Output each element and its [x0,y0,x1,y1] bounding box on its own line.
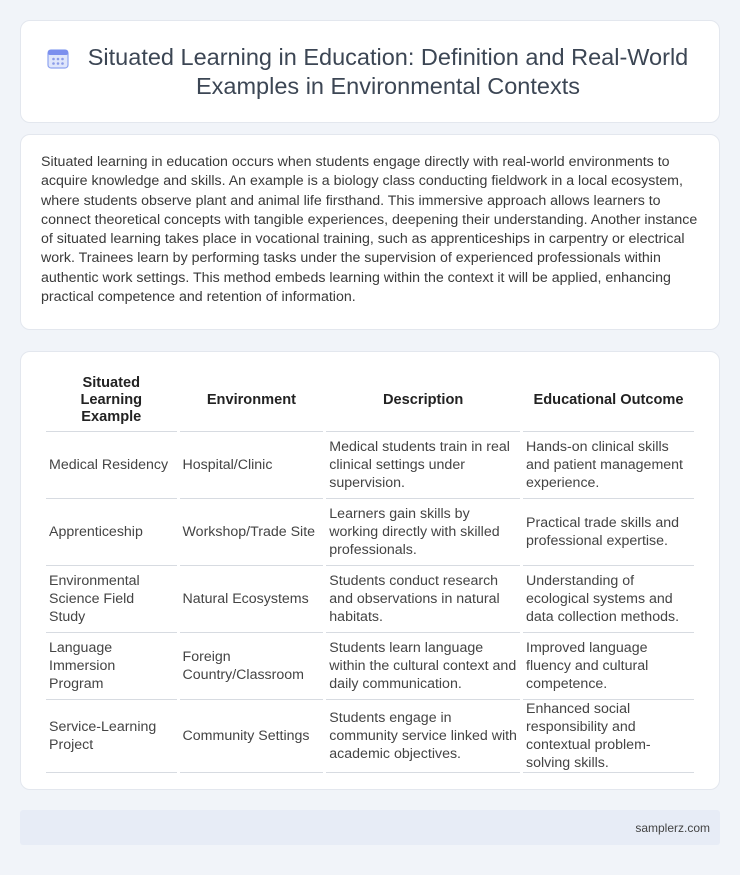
cell-description: Medical students train in real clinical settings under supervision. [326,432,520,499]
page-title: Situated Learning in Education: Definition and Real-World Examples in Environmental Contexts [87,43,689,99]
cell-description: Students engage in community service linked with academic objectives. [326,700,520,773]
title-card [20,20,720,123]
footer [20,810,720,845]
calendar-icon [45,45,71,71]
cell-outcome: Understanding of ecological systems and data collection methods. [523,566,694,633]
cell-description: Students learn language within the cultural context and daily communication. [326,633,520,700]
cell-environment: Natural Ecosystems [180,566,324,633]
column-header-description: Description [326,370,520,432]
cell-outcome: Hands-on clinical skills and patient management experience. [523,432,694,499]
cell-environment: Foreign Country/Classroom [180,633,324,700]
cell-example: Service-Learning Project [46,700,177,773]
table-row [46,700,694,773]
table-row [46,566,694,633]
table-row [46,633,694,700]
column-header-example: Situated Learning Example [46,370,177,432]
cell-description: Learners gain skills by working directly with skilled professionals. [326,499,520,566]
cell-example: Medical Residency [46,432,177,499]
cell-outcome: Enhanced social responsibility and contextual problem-solving skills. [523,700,694,773]
footer-site-link[interactable]: samplerz.com [635,820,710,835]
cell-environment: Community Settings [180,700,324,773]
intro-paragraph: Situated learning in education occurs when students engage directly with real-world environments to acquire knowledge and skills. An example is a biology class conducting fieldwork in a local ecosystem, where students observe plant and animal life firsthand. This immersive approach allows learners to connect theoretical concepts with tangible experiences, deepening their understanding. Another instance of situated learning takes place in vocational training, such as apprenticeships in carpentry or electrical work. Trainees learn by performing tasks under the supervision of experienced professionals within authentic work settings. This method embeds learning within the context it will be applied, enhancing practical competence and retention of information. [41,154,698,306]
cell-environment: Workshop/Trade Site [180,499,324,566]
cell-outcome: Practical trade skills and professional expertise. [523,499,694,566]
column-header-environment: Environment [180,370,324,432]
table-row [46,432,694,499]
cell-environment: Hospital/Clinic [180,432,324,499]
cell-example: Language Immersion Program [46,633,177,700]
table-row [46,499,694,566]
table-card [20,351,720,790]
column-header-outcome: Educational Outcome [523,370,694,432]
examples-table [43,370,697,773]
table-header-row [46,370,694,432]
cell-example: Apprenticeship [46,499,177,566]
cell-description: Students conduct research and observations in natural habitats. [326,566,520,633]
cell-example: Environmental Science Field Study [46,566,177,633]
intro-card [20,134,720,330]
cell-outcome: Improved language fluency and cultural competence. [523,633,694,700]
